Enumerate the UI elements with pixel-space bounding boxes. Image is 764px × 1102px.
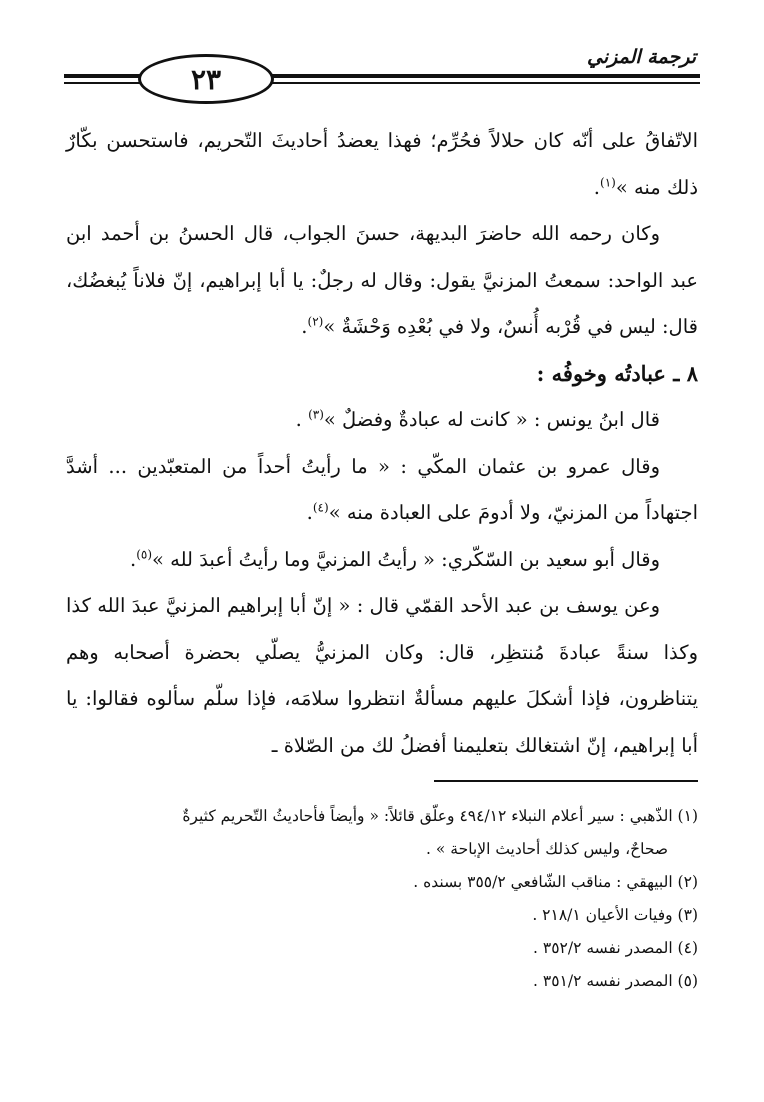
text-line: وكان رحمه الله حاضرَ البديهة، حسنَ الجواب، قال الحسنُ بن أحمد [100, 222, 660, 245]
paragraph-2: وكان رحمه الله حاضرَ البديهة، حسنَ الجواب، قال الحسنُ بن أحمد ابن عبد الواحد: سمعتُ المزنيَّ يقول: وقال له رجلٌ: يا أبا إبراهيم، إنّ فلاناً يُبغضُك، قال: ليس في قُرْبه أُنسٌ، ولا في بُعْدِه وَحْشَةٌ »$^{(٢)}$. [66, 222, 698, 338]
footnote-ref: (٤) [312, 500, 329, 515]
text-line: فلاناً يُبغضُك، قال: ليس في قُرْبه أُنسٌ، ولا في بُعْدِه وَحْشَةٌ » [66, 268, 698, 338]
footnote-5: (٥) المصدر نفسه ٣٥١/٢ . [533, 972, 698, 990]
text-line: الاتّفاقُ على أنّه كان حلالاً فحُرِّم؛ فهذا يعضدُ أحاديثَ التّحريم، [197, 129, 698, 152]
footnote-2: (٢) البيهقي : مناقب الشّافعي ٣٥٥/٢ بسنده . [413, 873, 698, 891]
text-line: وقال أبو سعيد بن السّكّري: « رأيتُ المزنيَّ وما رأيتُ أعبدَ لله » [152, 547, 660, 571]
footnote-ref: (٣) [308, 407, 324, 422]
paragraph-6 [66, 583, 698, 769]
footnotes [66, 800, 698, 998]
paragraph-3: قال ابنُ يونس : « كانت له عبادةٌ وفضلٌ »$^{(٣)}$ . [295, 407, 660, 431]
main-text [66, 118, 698, 769]
text-line: وعن يوسف بن عبد الأحد القمّي قال : « إنّ أبا إبراهيم المزنيَّ [165, 594, 661, 617]
footnote-ref: (٢) [307, 314, 324, 329]
paragraph-1: الاتّفاقُ على أنّه كان حلالاً فحُرِّم؛ فهذا يعضدُ أحاديثَ التّحريم، فاستحسن بكّارٌ ذلك منه »$^{(١)}$. [66, 129, 698, 199]
footnote-1: (١) الذّهبي : سير أعلام النبلاء ٤٩٤/١٢ وعلّق قائلاً: « وأيضاً فأحاديثُ التّحريم كثيرةٌ [182, 807, 698, 825]
text-line: قال ابنُ يونس : « كانت له عبادةٌ وفضلٌ » [323, 408, 660, 431]
footnote-separator [434, 780, 698, 782]
text-line: وقال عمرو بن عثمان المكّي : « ما رأيتُ أحداً من المتعبّدين ... [108, 454, 660, 478]
text-line: عبدَ الله كذا وكذا سنةً عبادةَ مُنتظِر، قال: وكان المزنيُّ يصلّي بحضرة [66, 594, 698, 664]
running-title: ترجمة المزني [587, 46, 696, 68]
footnote-3: (٣) وفيات الأعيان ٢١٨/١ . [532, 906, 698, 924]
text-line: سألوه فقالوا: يا أبا إبراهيم، إنّ اشتغالك بتعليمنا أفضلُ لك من الصّلاة ـ [66, 687, 698, 757]
footnote-1-continued: صحاحٌ، وليس كذلك أحاديث الإباحة » . [426, 840, 668, 858]
text-line: أشدَّ اجتهاداً من المزنيّ، ولا أدومَ على العبادة منه » [66, 454, 698, 524]
footnote-ref: (٥) [136, 547, 153, 561]
paragraph-5: وقال أبو سعيد بن السّكّري: « رأيتُ المزنيَّ وما رأيتُ أعبدَ لله »$^{(٥)}$. [129, 547, 660, 571]
section-heading: ٨ ـ عبادتُه وخوفُه : [536, 360, 698, 386]
text-line: ابن عبد الواحد: سمعتُ المزنيَّ يقول: وقال له رجلٌ: يا أبا إبراهيم، إنّ [66, 222, 698, 292]
text-line: أصحابه وهم يتناظرون، فإذا أشكلَ عليهم مسألةٌ انتظروا سلامَه، فإذا سلّم [66, 640, 698, 710]
paragraph-4: وقال عمرو بن عثمان المكّي : « ما رأيتُ أحداً من المتعبّدين ... أشدَّ اجتهاداً من المزنيّ، ولا أدومَ على العبادة منه »$^{(٤)}$. [66, 454, 698, 524]
page-header [64, 40, 700, 102]
footnote-4: (٤) المصدر نفسه ٣٥٢/٢ . [533, 939, 698, 957]
text-line: فاستحسن بكّارٌ ذلك منه » [66, 129, 698, 199]
page-number: ٢٣ [138, 54, 274, 104]
footnote-ref: (١) [600, 175, 616, 189]
